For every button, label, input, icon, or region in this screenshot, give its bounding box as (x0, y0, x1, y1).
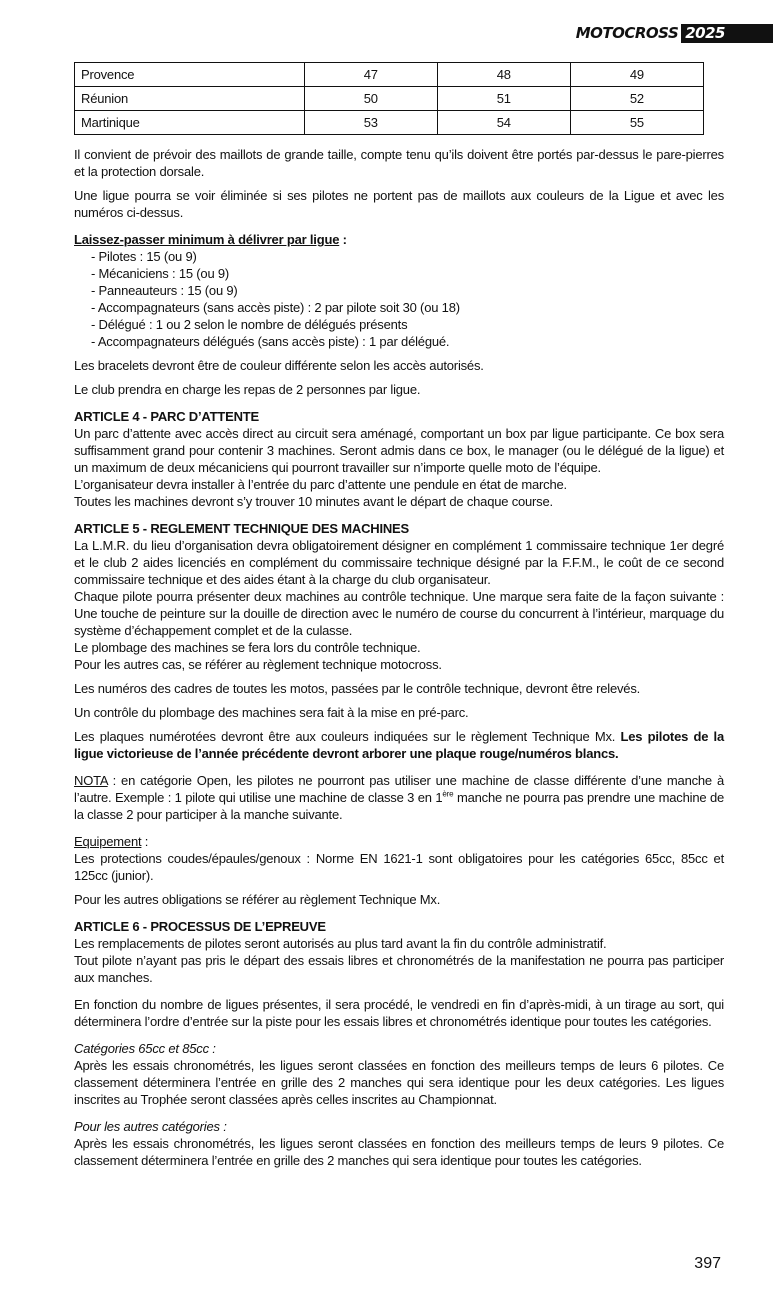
list-item: - Mécaniciens : 15 (ou 9) (91, 266, 230, 281)
paragraph: Un parc d’attente avec accès direct au circuit sera aménagé, comportant un box par ligue participante. Ce box sera suffisamment grand pour contenir 3 machines. Seront admis dans ce box, le manager (ou le délégué de la ligue) et un maximum de deux mécaniciens qui pourront travailler sur n’importe quelle moto de l’équipe. (74, 426, 724, 475)
page-content (74, 62, 724, 1169)
paragraph: La L.M.R. du lieu d’organisation devra obligatoirement désigner en complément 1 commissaire technique 1er degré et le club 2 aides licenciés en complément du commissaire technique désigné par la F.F.M., le coût de ce second commissaire technique et des aides étant à la charge du club organisateur. (74, 538, 724, 587)
paragraph: Après les essais chronométrés, les ligues seront classées en fonction des meilleurs temps de leurs 6 pilotes. Ce classement déterminera l’entrée en grille des 2 manches qui sera identique pour les deux catégories. Les ligues inscrites au Trophée seront classées après celles inscrites au Championnat. (74, 1058, 724, 1107)
passes-title: Laissez-passer minimum à délivrer par ligue (74, 232, 340, 247)
article-4-title: ARTICLE 4 - PARC D’ATTENTE (74, 409, 259, 424)
table-cell: 52 (570, 87, 703, 111)
article-6-title: ARTICLE 6 - PROCESSUS DE L’EPREUVE (74, 919, 326, 934)
table-cell: Provence (75, 63, 305, 87)
paragraph (74, 728, 724, 762)
nota-superscript: ère (442, 789, 454, 799)
table-row (75, 63, 704, 87)
paragraph: Le plombage des machines se fera lors du contrôle technique. (74, 640, 421, 655)
paragraph: Après les essais chronométrés, les ligues seront classées en fonction des meilleurs temps de leurs 9 pilotes. Ce classement déterminera l’entrée en grille des 2 manches qui sera identique pour toutes les catégories. (74, 1136, 724, 1168)
paragraph: Chaque pilote pourra présenter deux machines au contrôle technique. Une marque sera faite de la façon suivante : Une touche de peinture sur la douille de direction avec le numéro de course du concurrent à l’intérieur, marquage du système d’échappement complet et de la culasse. (74, 589, 724, 638)
table-cell: 55 (570, 111, 703, 135)
league-numbers-table (74, 62, 704, 135)
table-cell: 49 (570, 63, 703, 87)
page-number: 397 (694, 1255, 721, 1272)
passes-list (74, 248, 724, 350)
paragraph: Un contrôle du plombage des machines sera fait à la mise en pré-parc. (74, 705, 469, 720)
passes-colon: : (339, 232, 347, 247)
paragraph: Il convient de prévoir des maillots de grande taille, compte tenu qu’ils doivent être portés par-dessus le pare-pierres et la protection dorsale. (74, 147, 724, 179)
list-item: - Panneauteurs : 15 (ou 9) (91, 283, 238, 298)
table-cell: 47 (304, 63, 437, 87)
paragraph: Les bracelets devront être de couleur différente selon les accès autorisés. (74, 358, 484, 373)
paragraph: Tout pilote n’ayant pas pris le départ des essais libres et chronométrés de la manifestation ne pourra pas participer aux manches. (74, 953, 724, 985)
paragraph: Les remplacements de pilotes seront autorisés au plus tard avant la fin du contrôle administratif. (74, 936, 607, 951)
plates-text: Les plaques numérotées devront être aux couleurs indiquées sur le règlement Technique Mx. (74, 729, 621, 744)
category-title: Pour les autres catégories : (74, 1119, 227, 1134)
equipment-colon: : (141, 834, 149, 849)
table-cell: 50 (304, 87, 437, 111)
table-row (75, 111, 704, 135)
paragraph: Pour les autres cas, se référer au règlement technique motocross. (74, 657, 442, 672)
list-item: - Accompagnateurs (sans accès piste) : 2 par pilote soit 30 (ou 18) (91, 300, 460, 315)
paragraph: Toutes les machines devront s’y trouver 10 minutes avant le départ de chaque course. (74, 494, 553, 509)
nota-text-end: manche ne pourra pas prendre une machine de la classe 2 pour participer à la manche suivante. (74, 790, 725, 822)
paragraph: L’organisateur devra installer à l’entrée du parc d’attente une pendule en état de marche. (74, 477, 567, 492)
paragraph: Les protections coudes/épaules/genoux : Norme EN 1621-1 sont obligatoires pour les catégories 65cc, 85cc et 125cc (junior). (74, 851, 724, 883)
table-cell: 53 (304, 111, 437, 135)
paragraph: En fonction du nombre de ligues présentes, il sera procédé, le vendredi en fin d’après-midi, à un tirage au sort, qui déterminera l’ordre d’entrée sur la piste pour les essais libres et chronométrés identique pour toutes les catégories. (74, 997, 724, 1029)
header-year: 2025 (681, 24, 773, 43)
table-cell: 48 (437, 63, 570, 87)
paragraph: Les numéros des cadres de toutes les motos, passées par le contrôle technique, devront être relevés. (74, 681, 641, 696)
table-cell: 51 (437, 87, 570, 111)
plates-bold-text: Les pilotes de la ligue victorieuse de l’année précédente devront arborer une plaque rouge/numéros blancs. (74, 729, 724, 761)
header-title: MOTOCROSS (575, 24, 679, 42)
paragraph: Le club prendra en charge les repas de 2 personnes par ligue. (74, 382, 421, 397)
nota-text: : en catégorie Open, les pilotes ne pourront pas utiliser une machine de classe différente d’une manche à l’autre. Exemple : 1 pilote qui utilise une machine de classe 3 en 1 (74, 773, 724, 805)
nota-paragraph (74, 772, 724, 823)
table-cell: Martinique (75, 111, 305, 135)
category-title: Catégories 65cc et 85cc : (74, 1041, 216, 1056)
equipment-heading (74, 833, 724, 850)
table-row (75, 87, 704, 111)
table-cell: 54 (437, 111, 570, 135)
nota-label: NOTA (74, 773, 108, 788)
list-item: - Délégué : 1 ou 2 selon le nombre de délégués présents (91, 317, 408, 332)
table-cell: Réunion (75, 87, 305, 111)
header-badge (576, 24, 773, 43)
list-item: - Pilotes : 15 (ou 9) (91, 249, 197, 264)
paragraph: Pour les autres obligations se référer au règlement Technique Mx. (74, 892, 441, 907)
paragraph: Une ligue pourra se voir éliminée si ses pilotes ne portent pas de maillots aux couleurs de la Ligue et avec les numéros ci-dessus. (74, 188, 724, 220)
passes-heading (74, 231, 724, 248)
equipment-label: Equipement (74, 834, 142, 849)
list-item: - Accompagnateurs délégués (sans accès piste) : 1 par délégué. (91, 334, 450, 349)
article-5-title: ARTICLE 5 - REGLEMENT TECHNIQUE DES MACHINES (74, 521, 409, 536)
